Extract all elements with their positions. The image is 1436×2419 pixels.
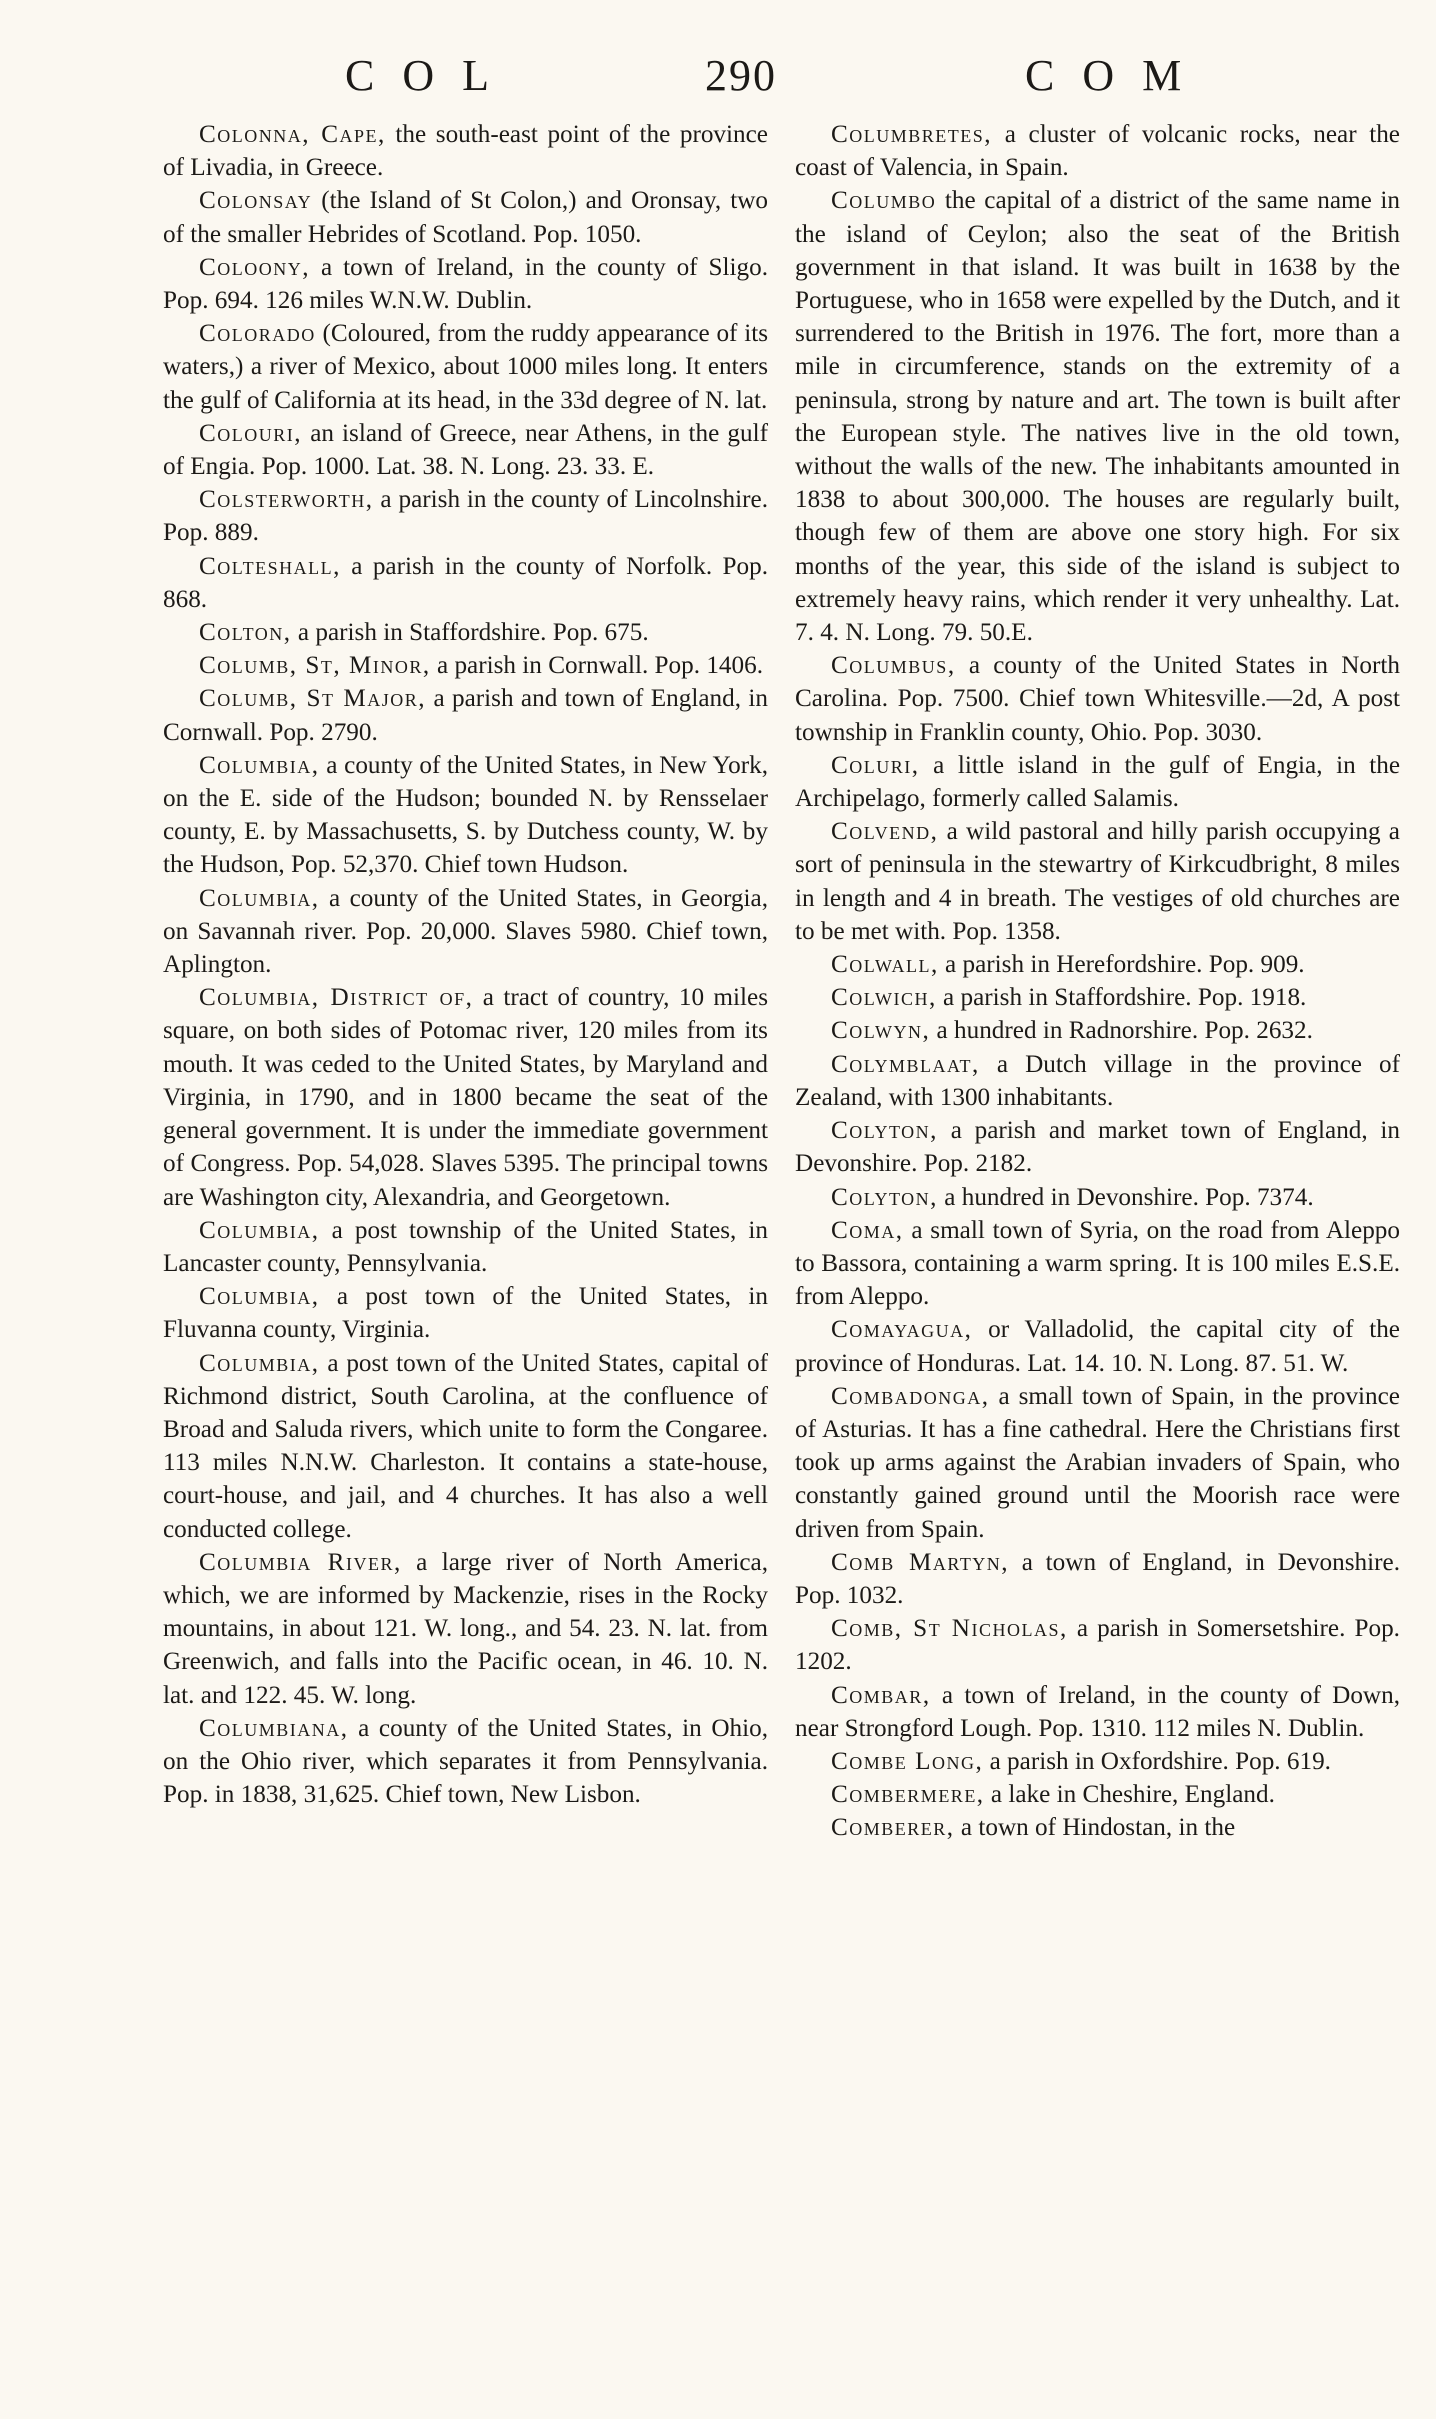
entry-headword: Columbia, — [199, 884, 320, 912]
entry-headword: Colymblaat, — [831, 1050, 980, 1078]
gazetteer-entry — [795, 649, 1400, 749]
entry-text: a parish in Staffordshire. Pop. 1918. — [936, 984, 1307, 1012]
gazetteer-entry — [795, 1380, 1400, 1546]
entry-headword: Comb Martyn, — [831, 1548, 1010, 1576]
entry-headword: Colton, — [199, 619, 292, 647]
entry-text: a county of the United States, in Ohio, on the Ohio river, which separates it from Pennsylvania. Pop. in 1838, 31,625. Chief town, New Lisbon. — [163, 1714, 768, 1809]
entry-headword: Columbo — [831, 187, 937, 215]
header-left-guideword: COL — [345, 51, 517, 100]
entry-text: a town of Ireland, in the county of Sligo. Pop. 694. 126 miles W.N.W. Dublin. — [163, 253, 768, 315]
gazetteer-entry — [163, 1712, 768, 1812]
entry-text: a parish in Oxfordshire. Pop. 619. — [983, 1747, 1331, 1775]
entry-text: a cluster of volcanic rocks, near the coast of Valencia, in Spain. — [795, 121, 1400, 182]
entry-text: a parish in the county of Lincolnshire. Pop. 889. — [163, 486, 768, 547]
entry-headword: Colonsay — [199, 187, 313, 215]
entry-headword: Columbia, District of, — [199, 984, 474, 1012]
gazetteer-entry — [163, 749, 768, 882]
gazetteer-entry — [795, 1679, 1400, 1745]
gazetteer-entry — [795, 1811, 1400, 1844]
entry-text: a town of England, in Devonshire. Pop. 1032. — [795, 1548, 1400, 1609]
entry-text: a post town of the United States, in Fluvanna county, Virginia. — [163, 1283, 768, 1344]
gazetteer-entry — [795, 1745, 1400, 1778]
entry-headword: Combar, — [831, 1681, 931, 1709]
entry-text: a small town of Syria, on the road from Aleppo to Bassora, containing a warm spring. It is 100 miles E.S.E. from Aleppo. — [795, 1216, 1400, 1311]
entry-text: a post township of the United States, in Lancaster county, Pennsylvania. — [163, 1216, 768, 1277]
gazetteer-entry — [163, 649, 768, 682]
entry-text: a county of the United States, in Georgia, on Savannah river. Pop. 20,000. Slaves 5980. Chief town, Aplington. — [163, 884, 768, 979]
entry-text: a parish in Somersetshire. Pop. 1202. — [795, 1615, 1400, 1676]
gazetteer-entry — [795, 948, 1400, 981]
gazetteer-entry — [795, 981, 1400, 1014]
gazetteer-entry — [163, 882, 768, 982]
right-column — [795, 118, 1400, 1845]
entry-text: a parish in Cornwall. Pop. 1406. — [430, 652, 763, 680]
gazetteer-entry — [163, 184, 768, 250]
gazetteer-entry — [163, 550, 768, 616]
entry-text: a parish in the county of Norfolk. Pop. 868. — [163, 552, 768, 613]
entry-text: a town of Ireland, in the county of Down, near Strongford Lough. Pop. 1310. 112 miles N. Dublin. — [795, 1681, 1400, 1742]
entry-text: a small town of Spain, in the province of Asturias. It has a fine cathedral. Here the Christians first took up arms against the Arabian invaders of Spain, who constantly gained ground until the Moorish race were driven from Spain. — [795, 1382, 1400, 1543]
entry-headword: Colsterworth, — [199, 486, 374, 514]
entry-text: a lake in Cheshire, England. — [984, 1781, 1275, 1809]
entry-headword: Colyton, — [831, 1183, 938, 1211]
entry-text: a post town of the United States, capital of Richmond district, South Carolina, at the confluence of Broad and Saluda rivers, which unite to form the Congaree. 113 miles N.N.W. Charleston. It contains a state-house, court-house, and jail, and 4 churches. It has also a well conducted college. — [163, 1349, 768, 1543]
entry-headword: Comayagua, — [831, 1316, 973, 1344]
gazetteer-entry — [795, 815, 1400, 948]
gazetteer-entry — [795, 1014, 1400, 1047]
entry-headword: Colwich, — [831, 984, 937, 1012]
left-column — [163, 118, 768, 1811]
gazetteer-entry — [163, 1280, 768, 1346]
gazetteer-entry — [163, 616, 768, 649]
entry-headword: Columbia, — [199, 1216, 320, 1244]
entry-headword: Colvend, — [831, 818, 939, 846]
entry-text: a tract of country, 10 miles square, on both sides of Potomac river, 120 miles from its mouth. It was ceded to the United States, by Maryland and Virginia, in 1790, and in 1800 became the seat of the general government. It is under the immediate government of Congress. Pop. 54,028. Slaves 5395. The principal towns are Washington city, Alexandria, and Georgetown. — [163, 984, 769, 1211]
gazetteer-entry — [163, 317, 768, 417]
gazetteer-entry — [163, 981, 768, 1213]
entry-headword: Columbia, — [199, 1349, 320, 1377]
entry-headword: Colwall, — [831, 951, 939, 979]
entry-text: a little island in the gulf of Engia, in the Archipelago, formerly called Salamis. — [795, 751, 1400, 813]
entry-headword: Comb, St Nicholas, — [831, 1615, 1068, 1643]
running-header — [0, 50, 1436, 110]
entry-headword: Columbia, — [199, 1283, 320, 1311]
gazetteer-entry — [795, 1114, 1400, 1180]
entry-text: a wild pastoral and hilly parish occupying a sort of peninsula in the stewartry of Kirkcudbright, 8 miles in length and 4 in breath. The vestiges of old churches are to be met with. Pop. 1358. — [795, 818, 1400, 945]
gazetteer-entry — [795, 749, 1400, 815]
gazetteer-entry — [795, 1313, 1400, 1379]
entry-headword: Colorado — [199, 320, 316, 348]
entry-text: an island of Greece, near Athens, in the gulf of Engia. Pop. 1000. Lat. 38. N. Long. 23. 33. E. — [163, 419, 768, 481]
entry-text: a parish and town of England, in Cornwall. Pop. 2790. — [163, 685, 768, 746]
entry-text: a county of the United States, in New York, on the E. side of the Hudson; bounded N. by Rensselaer county, E. by Massachusetts, S. by Dutchess county, W. by the Hudson, Pop. 52,370. Chief town Hudson. — [163, 751, 768, 879]
entry-headword: Colouri, — [199, 419, 303, 447]
gazetteer-entry — [795, 118, 1400, 184]
entry-text: a large river of North America, which, we are informed by Mackenzie, rises in the Rocky mountains, in about 121. W. long., and 54. 23. N. lat. from Greenwich, and falls into the Pacific ocean, in 46. 10. N. lat. and 122. 45. W. long. — [163, 1548, 768, 1709]
entry-headword: Columb, St, Minor, — [199, 652, 431, 680]
page-number: 290 — [705, 51, 777, 100]
gazetteer-entry — [163, 251, 768, 317]
entry-text: (the Island of St Colon,) and Oronsay, two of the smaller Hebrides of Scotland. Pop. 1050. — [163, 187, 768, 248]
entry-text: (Coloured, from the ruddy appearance of its waters,) a river of Mexico, about 1000 miles long. It enters the gulf of California at its head, in the 33d degree of N. lat. — [163, 320, 768, 414]
entry-text: the capital of a district of the same name in the island of Ceylon; also the seat of the British government in that island. It was built in 1638 by the Portuguese, who in 1658 were expelled by the Dutch, and it surrendered to the British in 1976. The fort, more than a mile in circumference, stands on the extremity of a peninsula, strong by nature and art. The town is built after the European style. The natives live in the old town, without the walls of the new. The inhabitants amounted in 1838 to about 300,000. The houses are regularly built, though few of them are above one story high. For six months of the year, this side of the island is subject to extremely heavy rains, which render it very unhealthy. Lat. 7. 4. N. Long. 79. 50.E. — [795, 187, 1400, 647]
gazetteer-entry — [163, 1214, 768, 1280]
gazetteer-entry — [795, 1214, 1400, 1314]
entry-headword: Columbretes, — [831, 121, 993, 148]
entry-text: a Dutch village in the province of Zealand, with 1300 inhabitants. — [795, 1050, 1400, 1111]
entry-headword: Coma, — [831, 1216, 904, 1244]
entry-headword: Colyton, — [831, 1117, 938, 1145]
gazetteer-entry — [163, 1546, 768, 1712]
gazetteer-entry — [163, 1347, 768, 1546]
entry-text: a parish in Staffordshire. Pop. 675. — [291, 619, 649, 647]
entry-headword: Colwyn, — [831, 1017, 931, 1045]
gazetteer-entry — [163, 483, 768, 549]
entry-text: a parish and market town of England, in Devonshire. Pop. 2182. — [795, 1117, 1400, 1178]
entry-text: a county of the United States in North Carolina. Pop. 7500. Chief town Whitesville.—2d, A post township in Franklin county, Ohio. Pop. 3030. — [795, 652, 1400, 746]
entry-text: a hundred in Radnorshire. Pop. 2632. — [930, 1017, 1313, 1045]
entry-headword: Columbia River, — [199, 1548, 402, 1576]
entry-text: or Valladolid, the capital city of the province of Honduras. Lat. 14. 10. N. Long. 87. 51. W. — [795, 1316, 1400, 1377]
entry-headword: Coloony, — [199, 253, 311, 281]
entry-text: a town of Hindostan, in the — [954, 1814, 1236, 1842]
entry-headword: Columbia, — [199, 751, 320, 779]
gazetteer-entry — [795, 1612, 1400, 1678]
entry-headword: Combermere, — [831, 1781, 985, 1809]
entry-headword: Comberer, — [831, 1814, 955, 1842]
entry-headword: Combadonga, — [831, 1382, 990, 1410]
entry-headword: Columb, St Major, — [199, 685, 427, 713]
gazetteer-entry — [163, 417, 768, 483]
entry-headword: Colonna, Cape, — [199, 121, 386, 148]
entry-headword: Columbus, — [831, 652, 956, 680]
entry-headword: Combe Long, — [831, 1747, 984, 1775]
header-right-guideword: COM — [1025, 51, 1210, 100]
gazetteer-entry — [795, 1181, 1400, 1214]
entry-text: a parish in Herefordshire. Pop. 909. — [938, 951, 1305, 979]
gazetteer-entry — [795, 1546, 1400, 1612]
entry-headword: Colteshall, — [199, 552, 341, 580]
entry-headword: Columbiana, — [199, 1714, 349, 1742]
gazetteer-entry — [795, 1778, 1400, 1811]
entry-text: the south-east point of the province of Livadia, in Greece. — [163, 121, 768, 182]
gazetteer-entry — [795, 184, 1400, 649]
gazetteer-entry — [163, 118, 768, 184]
entry-headword: Coluri, — [831, 751, 920, 779]
gazetteer-entry — [795, 1048, 1400, 1114]
gazetteer-entry — [163, 682, 768, 748]
entry-text: a hundred in Devonshire. Pop. 7374. — [937, 1183, 1314, 1211]
